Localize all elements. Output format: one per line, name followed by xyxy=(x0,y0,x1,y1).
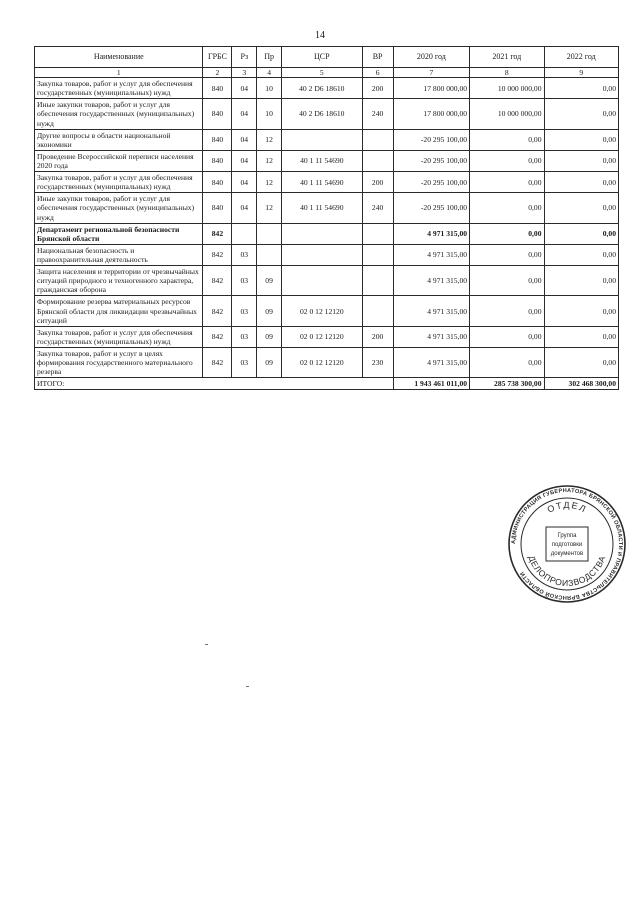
budget-table xyxy=(34,46,619,390)
row-grbs: 840 xyxy=(203,129,232,150)
column-number: 4 xyxy=(257,68,282,78)
row-pr xyxy=(257,223,282,244)
row-rz: 04 xyxy=(232,172,257,193)
scan-artifact-dot xyxy=(205,644,208,645)
row-grbs: 840 xyxy=(203,150,232,171)
row-grbs: 840 xyxy=(203,172,232,193)
row-amount-2021: 10 000 000,00 xyxy=(470,78,544,99)
row-amount-2021: 0,00 xyxy=(470,347,544,377)
row-rz: 03 xyxy=(232,266,257,296)
row-amount-2021: 0,00 xyxy=(470,223,544,244)
row-csr: 02 0 12 12120 xyxy=(282,347,363,377)
row-amount-2021: 0,00 xyxy=(470,244,544,265)
row-amount-2022: 0,00 xyxy=(544,150,619,171)
row-pr: 10 xyxy=(257,78,282,99)
row-pr: 12 xyxy=(257,172,282,193)
row-rz: 04 xyxy=(232,150,257,171)
row-csr xyxy=(282,266,363,296)
header-2020: 2020 год xyxy=(393,47,469,68)
row-name: Защита населения и территории от чрезвычайных ситуаций природного и техногенного характера, гражданская оборона xyxy=(35,266,203,296)
row-name: Проведение Всероссийской переписи населения 2020 года xyxy=(35,150,203,171)
stamp xyxy=(507,484,627,604)
header-pr: Пр xyxy=(257,47,282,68)
row-amount-2020: 17 800 000,00 xyxy=(393,78,469,99)
row-amount-2021: 0,00 xyxy=(470,296,544,326)
row-grbs: 840 xyxy=(203,193,232,223)
row-pr: 09 xyxy=(257,266,282,296)
table-row xyxy=(35,266,619,296)
stamp-top-textpath: ОТДЕЛ xyxy=(545,499,589,515)
table-row xyxy=(35,244,619,265)
scan-artifact-dot xyxy=(246,686,249,687)
column-number: 5 xyxy=(282,68,363,78)
row-rz: 04 xyxy=(232,78,257,99)
row-grbs: 840 xyxy=(203,78,232,99)
row-vr: 200 xyxy=(362,172,393,193)
total-row xyxy=(35,378,619,390)
row-amount-2022: 0,00 xyxy=(544,172,619,193)
row-rz: 03 xyxy=(232,244,257,265)
table-row xyxy=(35,296,619,326)
column-number: 1 xyxy=(35,68,203,78)
row-amount-2020: 4 971 315,00 xyxy=(393,266,469,296)
row-grbs: 842 xyxy=(203,347,232,377)
row-name: Закупка товаров, работ и услуг в целях формирования государственного материального резерва xyxy=(35,347,203,377)
table-row xyxy=(35,223,619,244)
row-pr: 09 xyxy=(257,296,282,326)
stamp-arc-word xyxy=(527,554,608,588)
column-number: 9 xyxy=(544,68,619,78)
total-amount-2021: 285 738 300,00 xyxy=(470,378,544,390)
row-amount-2022: 0,00 xyxy=(544,129,619,150)
row-vr: 200 xyxy=(362,78,393,99)
row-rz xyxy=(232,223,257,244)
row-amount-2020: 17 800 000,00 xyxy=(393,99,469,129)
row-amount-2020: 4 971 315,00 xyxy=(393,223,469,244)
row-pr: 12 xyxy=(257,150,282,171)
row-vr xyxy=(362,129,393,150)
table-row xyxy=(35,78,619,99)
row-name: Формирование резерва материальных ресурсов Брянской области для ликвидации чрезвычайных ситуаций xyxy=(35,296,203,326)
row-pr: 12 xyxy=(257,129,282,150)
row-vr: 230 xyxy=(362,347,393,377)
row-vr xyxy=(362,150,393,171)
row-vr xyxy=(362,266,393,296)
row-pr: 09 xyxy=(257,326,282,347)
row-name: Закупка товаров, работ и услуг для обеспечения государственных (муниципальных) нужд xyxy=(35,326,203,347)
row-vr: 240 xyxy=(362,193,393,223)
row-amount-2020: -20 295 100,00 xyxy=(393,150,469,171)
row-amount-2021: 10 000 000,00 xyxy=(470,99,544,129)
row-csr xyxy=(282,129,363,150)
header-name: Наименование xyxy=(35,47,203,68)
row-vr: 240 xyxy=(362,99,393,129)
row-rz: 03 xyxy=(232,347,257,377)
header-rz: Рз xyxy=(232,47,257,68)
row-amount-2020: 4 971 315,00 xyxy=(393,326,469,347)
row-csr: 02 0 12 12120 xyxy=(282,296,363,326)
stamp-center-line-1: Группа xyxy=(557,533,577,539)
header-csr: ЦСР xyxy=(282,47,363,68)
row-amount-2022: 0,00 xyxy=(544,347,619,377)
row-csr xyxy=(282,244,363,265)
row-name: Иные закупки товаров, работ и услуг для обеспечения государственных (муниципальных) нужд xyxy=(35,99,203,129)
column-number: 3 xyxy=(232,68,257,78)
header-vr: ВР xyxy=(362,47,393,68)
row-csr: 40 1 11 54690 xyxy=(282,150,363,171)
row-amount-2021: 0,00 xyxy=(470,266,544,296)
page-number: 14 xyxy=(315,30,325,41)
row-pr: 12 xyxy=(257,193,282,223)
row-csr: 40 1 11 54690 xyxy=(282,193,363,223)
row-rz: 04 xyxy=(232,129,257,150)
column-number-row xyxy=(35,68,619,78)
row-grbs: 842 xyxy=(203,244,232,265)
row-pr: 09 xyxy=(257,347,282,377)
stamp-center-line-2: подготовки xyxy=(551,542,583,548)
table-row xyxy=(35,172,619,193)
header-grbs: ГРБС xyxy=(203,47,232,68)
row-csr: 40 2 D6 18610 xyxy=(282,99,363,129)
total-label: ИТОГО: xyxy=(35,378,394,390)
row-amount-2022: 0,00 xyxy=(544,244,619,265)
row-amount-2021: 0,00 xyxy=(470,172,544,193)
row-amount-2022: 0,00 xyxy=(544,266,619,296)
row-vr xyxy=(362,223,393,244)
row-grbs: 840 xyxy=(203,99,232,129)
row-amount-2022: 0,00 xyxy=(544,193,619,223)
row-name: Закупка товаров, работ и услуг для обеспечения государственных (муниципальных) нужд xyxy=(35,172,203,193)
row-amount-2022: 0,00 xyxy=(544,296,619,326)
row-amount-2020: -20 295 100,00 xyxy=(393,172,469,193)
row-name: Департамент региональной безопасности Брянской области xyxy=(35,223,203,244)
row-amount-2022: 0,00 xyxy=(544,78,619,99)
row-csr: 40 1 11 54690 xyxy=(282,172,363,193)
row-grbs: 842 xyxy=(203,223,232,244)
row-amount-2020: 4 971 315,00 xyxy=(393,244,469,265)
column-number: 6 xyxy=(362,68,393,78)
column-number: 2 xyxy=(203,68,232,78)
row-vr: 200 xyxy=(362,326,393,347)
row-amount-2022: 0,00 xyxy=(544,99,619,129)
row-name: Закупка товаров, работ и услуг для обеспечения государственных (муниципальных) нужд xyxy=(35,78,203,99)
row-grbs: 842 xyxy=(203,296,232,326)
table-row xyxy=(35,99,619,129)
table-row xyxy=(35,347,619,377)
row-name: Иные закупки товаров, работ и услуг для обеспечения государственных (муниципальных) нужд xyxy=(35,193,203,223)
row-amount-2021: 0,00 xyxy=(470,129,544,150)
row-amount-2020: -20 295 100,00 xyxy=(393,193,469,223)
row-amount-2021: 0,00 xyxy=(470,326,544,347)
column-number: 7 xyxy=(393,68,469,78)
table-row xyxy=(35,129,619,150)
row-pr: 10 xyxy=(257,99,282,129)
stamp-top-word xyxy=(546,500,589,515)
row-csr xyxy=(282,223,363,244)
stamp-arc-textpath: ДЕЛОПРОИЗВОДСТВА xyxy=(526,554,608,589)
table-row xyxy=(35,326,619,347)
row-csr: 40 2 D6 18610 xyxy=(282,78,363,99)
row-amount-2022: 0,00 xyxy=(544,326,619,347)
column-number: 8 xyxy=(470,68,544,78)
row-amount-2020: 4 971 315,00 xyxy=(393,296,469,326)
row-grbs: 842 xyxy=(203,326,232,347)
header-2021: 2021 год xyxy=(470,47,544,68)
stamp-outer-textpath: АДМИНИСТРАЦИЯ ГУБЕРНАТОРА БРЯНСКОЙ ОБЛАСТИ И ПРАВИТЕЛЬСТВА БРЯНСКОЙ ОБЛАСТИ xyxy=(510,487,624,601)
row-amount-2021: 0,00 xyxy=(470,193,544,223)
row-name: Национальная безопасность и правоохранительная деятельность xyxy=(35,244,203,265)
total-amount-2020: 1 943 461 011,00 xyxy=(393,378,469,390)
row-amount-2020: -20 295 100,00 xyxy=(393,129,469,150)
table-row xyxy=(35,193,619,223)
row-rz: 04 xyxy=(232,99,257,129)
total-amount-2022: 302 468 300,00 xyxy=(544,378,619,390)
row-rz: 03 xyxy=(232,326,257,347)
row-amount-2022: 0,00 xyxy=(544,223,619,244)
stamp-center-line-3: документов xyxy=(550,551,584,557)
row-vr xyxy=(362,296,393,326)
row-amount-2021: 0,00 xyxy=(470,150,544,171)
row-pr xyxy=(257,244,282,265)
header-row xyxy=(35,47,619,68)
header-2022: 2022 год xyxy=(544,47,619,68)
row-rz: 04 xyxy=(232,193,257,223)
row-grbs: 842 xyxy=(203,266,232,296)
row-name: Другие вопросы в области национальной экономики xyxy=(35,129,203,150)
row-amount-2020: 4 971 315,00 xyxy=(393,347,469,377)
row-rz: 03 xyxy=(232,296,257,326)
table-row xyxy=(35,150,619,171)
row-vr xyxy=(362,244,393,265)
row-csr: 02 0 12 12120 xyxy=(282,326,363,347)
